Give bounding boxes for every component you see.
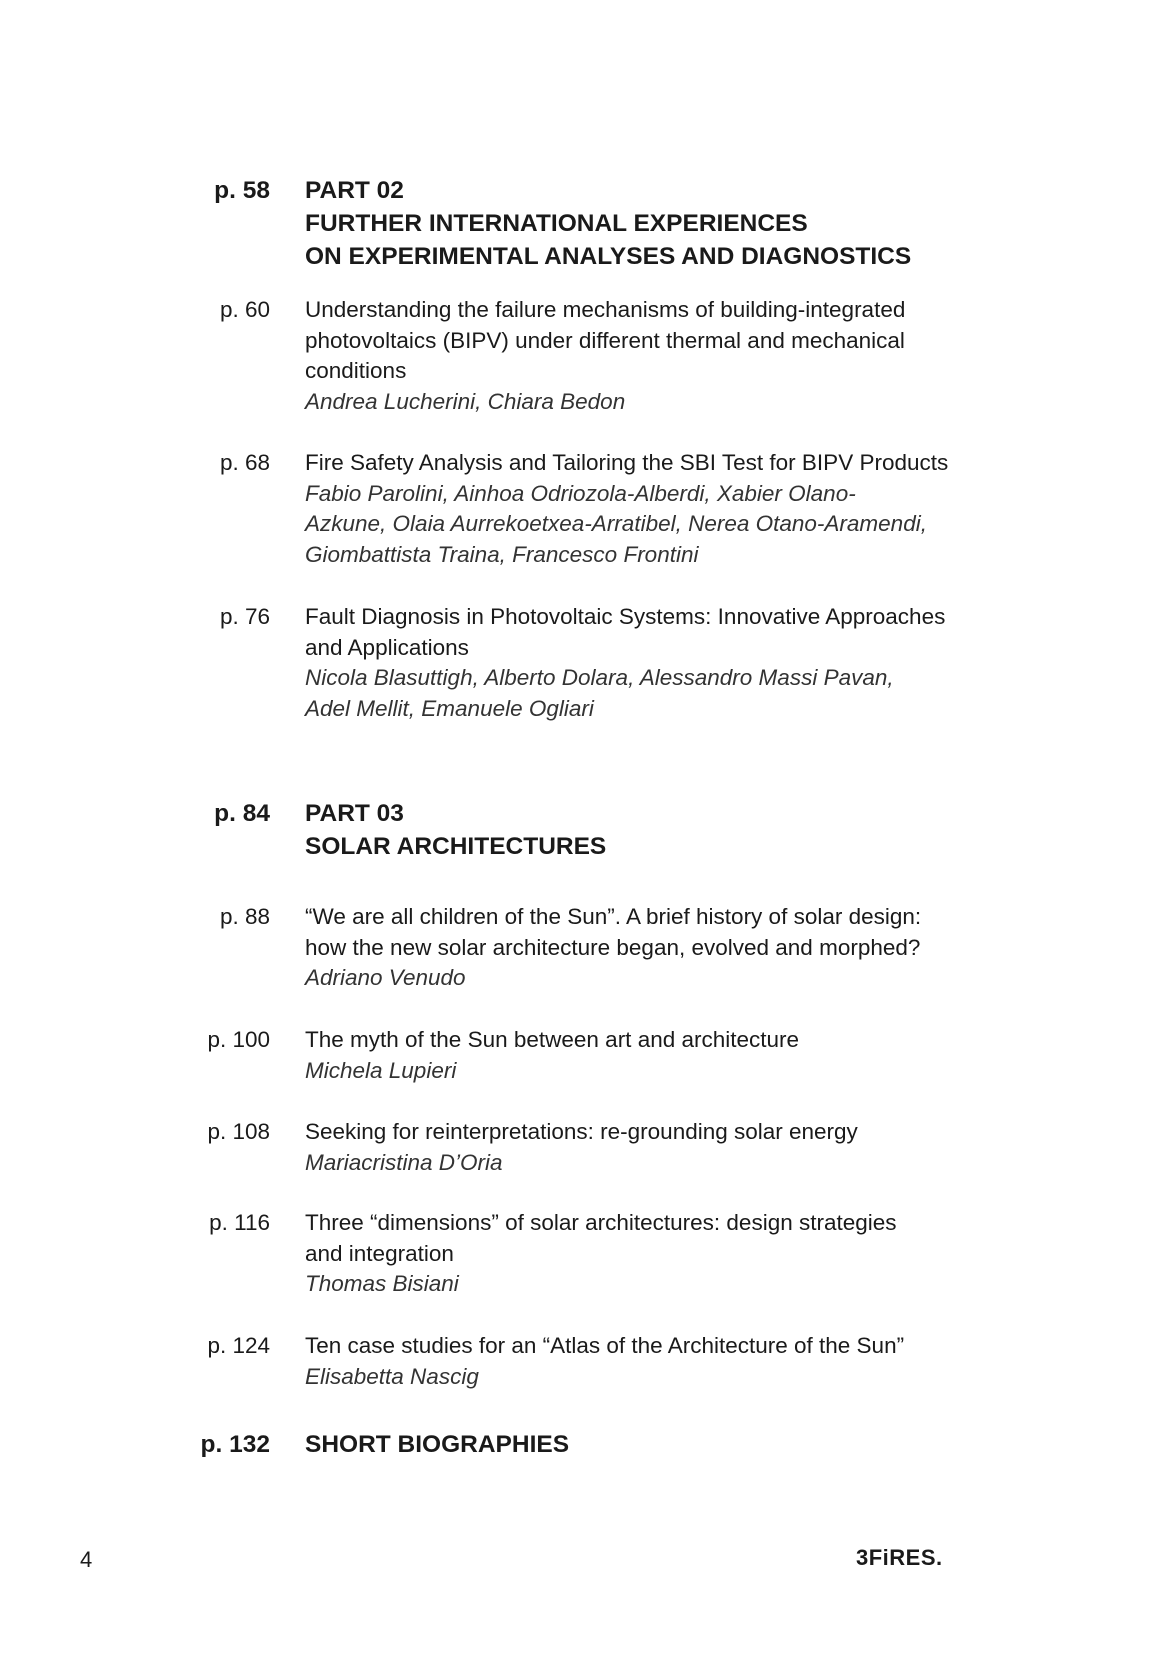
entry-authors: Thomas Bisiani — [305, 1271, 459, 1296]
entry-authors: Giombattista Traina, Francesco Frontini — [305, 541, 699, 567]
entry-title-line: Fault Diagnosis in Photovoltaic Systems: Innovative Approaches — [305, 604, 946, 629]
entry-title-line: photovoltaics (BIPV) under different thermal and mechanical — [305, 327, 905, 353]
short-biographies-page: p. 132 — [200, 1431, 270, 1458]
part-02-line-3: ON EXPERIMENTAL ANALYSES AND DIAGNOSTICS — [305, 243, 912, 270]
part-02-page: p. 58 — [214, 177, 270, 204]
entry-title-line: conditions — [305, 358, 407, 383]
entry-page: p. 68 — [219, 450, 270, 475]
entry-title-line: Understanding the failure mechanisms of building-integrated — [305, 297, 906, 322]
entry-page: p. 88 — [219, 904, 270, 929]
part-02-title — [305, 174, 1095, 273]
entry-authors: Andrea Lucherini, Chiara Bedon — [305, 388, 626, 414]
entry-authors: Michela Lupieri — [305, 1057, 457, 1083]
entry-title-line: and Applications — [305, 634, 469, 660]
entry-page: p. 124 — [207, 1333, 270, 1358]
entry-title-line: Seeking for reinterpretations: re-grounding solar energy — [305, 1119, 858, 1144]
entry-title-line: Three “dimensions” of solar architectures: design strategies — [305, 1210, 897, 1235]
entry-page: p. 116 — [209, 1210, 270, 1235]
part-02-line-1: PART 02 — [305, 177, 404, 204]
entry-title-line: Fire Safety Analysis and Tailoring the SBI Test for BIPV Products — [305, 450, 949, 475]
entry-title-line: “We are all children of the Sun”. A brief history of solar design: — [305, 904, 922, 929]
entry-authors: Azkune, Olaia Aurrekoetxea-Arratibel, Nerea Otano-Aramendi, — [305, 511, 927, 536]
part-03-page: p. 84 — [214, 800, 270, 827]
brand-logo: 3FiRES. — [856, 1545, 943, 1570]
entry-page: p. 60 — [219, 297, 270, 322]
entry-authors: Fabio Parolini, Ainhoa Odriozola-Alberdi, Xabier Olano- — [305, 480, 856, 506]
short-biographies-title: SHORT BIOGRAPHIES — [305, 1431, 570, 1458]
part-02-line-2: FURTHER INTERNATIONAL EXPERIENCES — [305, 210, 808, 237]
entry-title-line: Ten case studies for an “Atlas of the Architecture of the Sun” — [305, 1333, 905, 1358]
entry-title-line: how the new solar architecture began, evolved and morphed? — [305, 934, 921, 960]
entry-authors: Adriano Venudo — [305, 965, 466, 990]
entry-title-line: and integration — [305, 1240, 454, 1266]
entry-authors: Nicola Blasuttigh, Alberto Dolara, Alessandro Massi Pavan, — [305, 665, 894, 690]
entry-page: p. 100 — [207, 1027, 270, 1052]
part-03-title — [305, 797, 1095, 863]
entry-page: p. 108 — [207, 1119, 270, 1144]
footer-page-number: 4 — [80, 1547, 93, 1572]
part-03-line-2: SOLAR ARCHITECTURES — [305, 833, 607, 860]
entry-authors: Elisabetta Nascig — [305, 1363, 479, 1389]
part-03-line-1: PART 03 — [305, 800, 404, 827]
entry-title-line: The myth of the Sun between art and architecture — [305, 1027, 800, 1052]
entry-authors: Adel Mellit, Emanuele Ogliari — [305, 695, 594, 721]
entry-authors: Mariacristina D’Oria — [305, 1149, 503, 1175]
entry-page: p. 76 — [219, 604, 270, 629]
